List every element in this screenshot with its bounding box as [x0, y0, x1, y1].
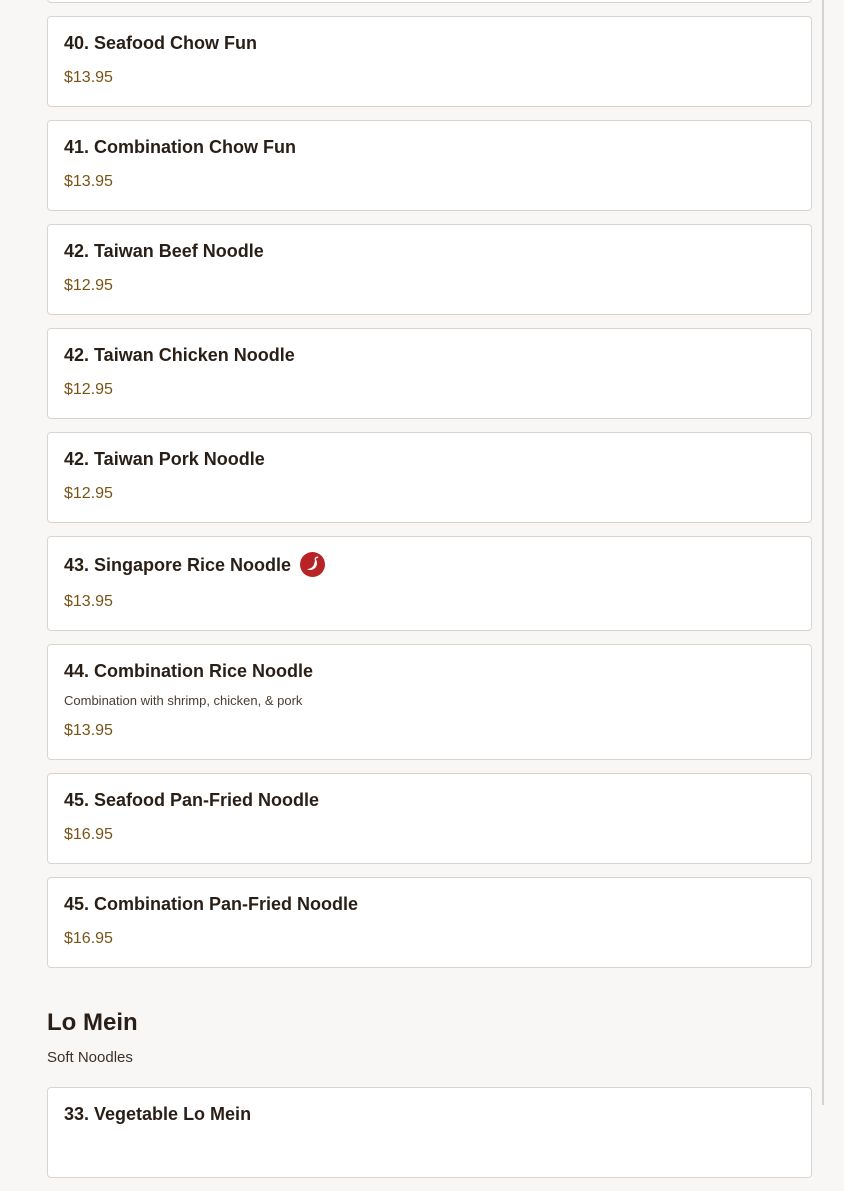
- menu-item-name: 45. Seafood Pan-Fried Noodle: [64, 790, 320, 810]
- menu-item-name: 40. Seafood Chow Fun: [64, 33, 258, 53]
- menu-item-price: $16.95: [64, 930, 113, 947]
- menu-item-name: 45. Combination Pan-Fried Noodle: [64, 894, 359, 914]
- menu-item-card[interactable]: [47, 0, 812, 3]
- menu-item-name: 41. Combination Chow Fun: [64, 137, 296, 157]
- menu-item-card[interactable]: [47, 536, 812, 631]
- menu-item-name: 43. Singapore Rice Noodle: [64, 554, 292, 575]
- menu-item-name: 44. Combination Rice Noodle: [64, 661, 314, 681]
- scroll-divider: [822, 0, 824, 1105]
- menu-item-price: $12.95: [64, 277, 113, 294]
- menu-item-card[interactable]: [47, 644, 812, 760]
- menu-item-card[interactable]: [47, 16, 812, 107]
- menu-item-card[interactable]: [47, 328, 812, 419]
- menu-item-name: 42. Taiwan Chicken Noodle: [64, 345, 295, 365]
- menu-item-card[interactable]: [47, 224, 812, 315]
- menu-item-price: $13.95: [64, 593, 113, 610]
- menu-item-price: $13.95: [64, 722, 113, 739]
- section-header: [47, 981, 812, 1068]
- menu-item-price: [64, 0, 795, 2]
- menu-item-name: 42. Taiwan Beef Noodle: [64, 241, 264, 261]
- section-subtitle: Soft Noodles: [47, 1049, 133, 1066]
- menu-item-card[interactable]: [47, 773, 812, 864]
- chili-pepper-icon: [300, 552, 325, 577]
- menu-item-price: $12.95: [64, 381, 113, 398]
- menu-item-price: $16.95: [64, 826, 113, 843]
- menu-item-name: 42. Taiwan Pork Noodle: [64, 449, 265, 469]
- menu-item-name: 33. Vegetable Lo Mein: [64, 1104, 252, 1124]
- menu-item-price: $13.95: [64, 173, 113, 190]
- menu-item-description: Combination with shrimp, chicken, & pork: [64, 693, 303, 708]
- menu-item-card[interactable]: [47, 120, 812, 211]
- menu-item-card[interactable]: [47, 877, 812, 968]
- menu-item-card[interactable]: [47, 432, 812, 523]
- section-title: Lo Mein: [47, 1009, 138, 1036]
- menu-item-card[interactable]: [47, 1087, 812, 1178]
- menu-item-price: $13.95: [64, 69, 113, 86]
- menu-item-price: $12.95: [64, 485, 113, 502]
- menu-column: [47, 0, 812, 1191]
